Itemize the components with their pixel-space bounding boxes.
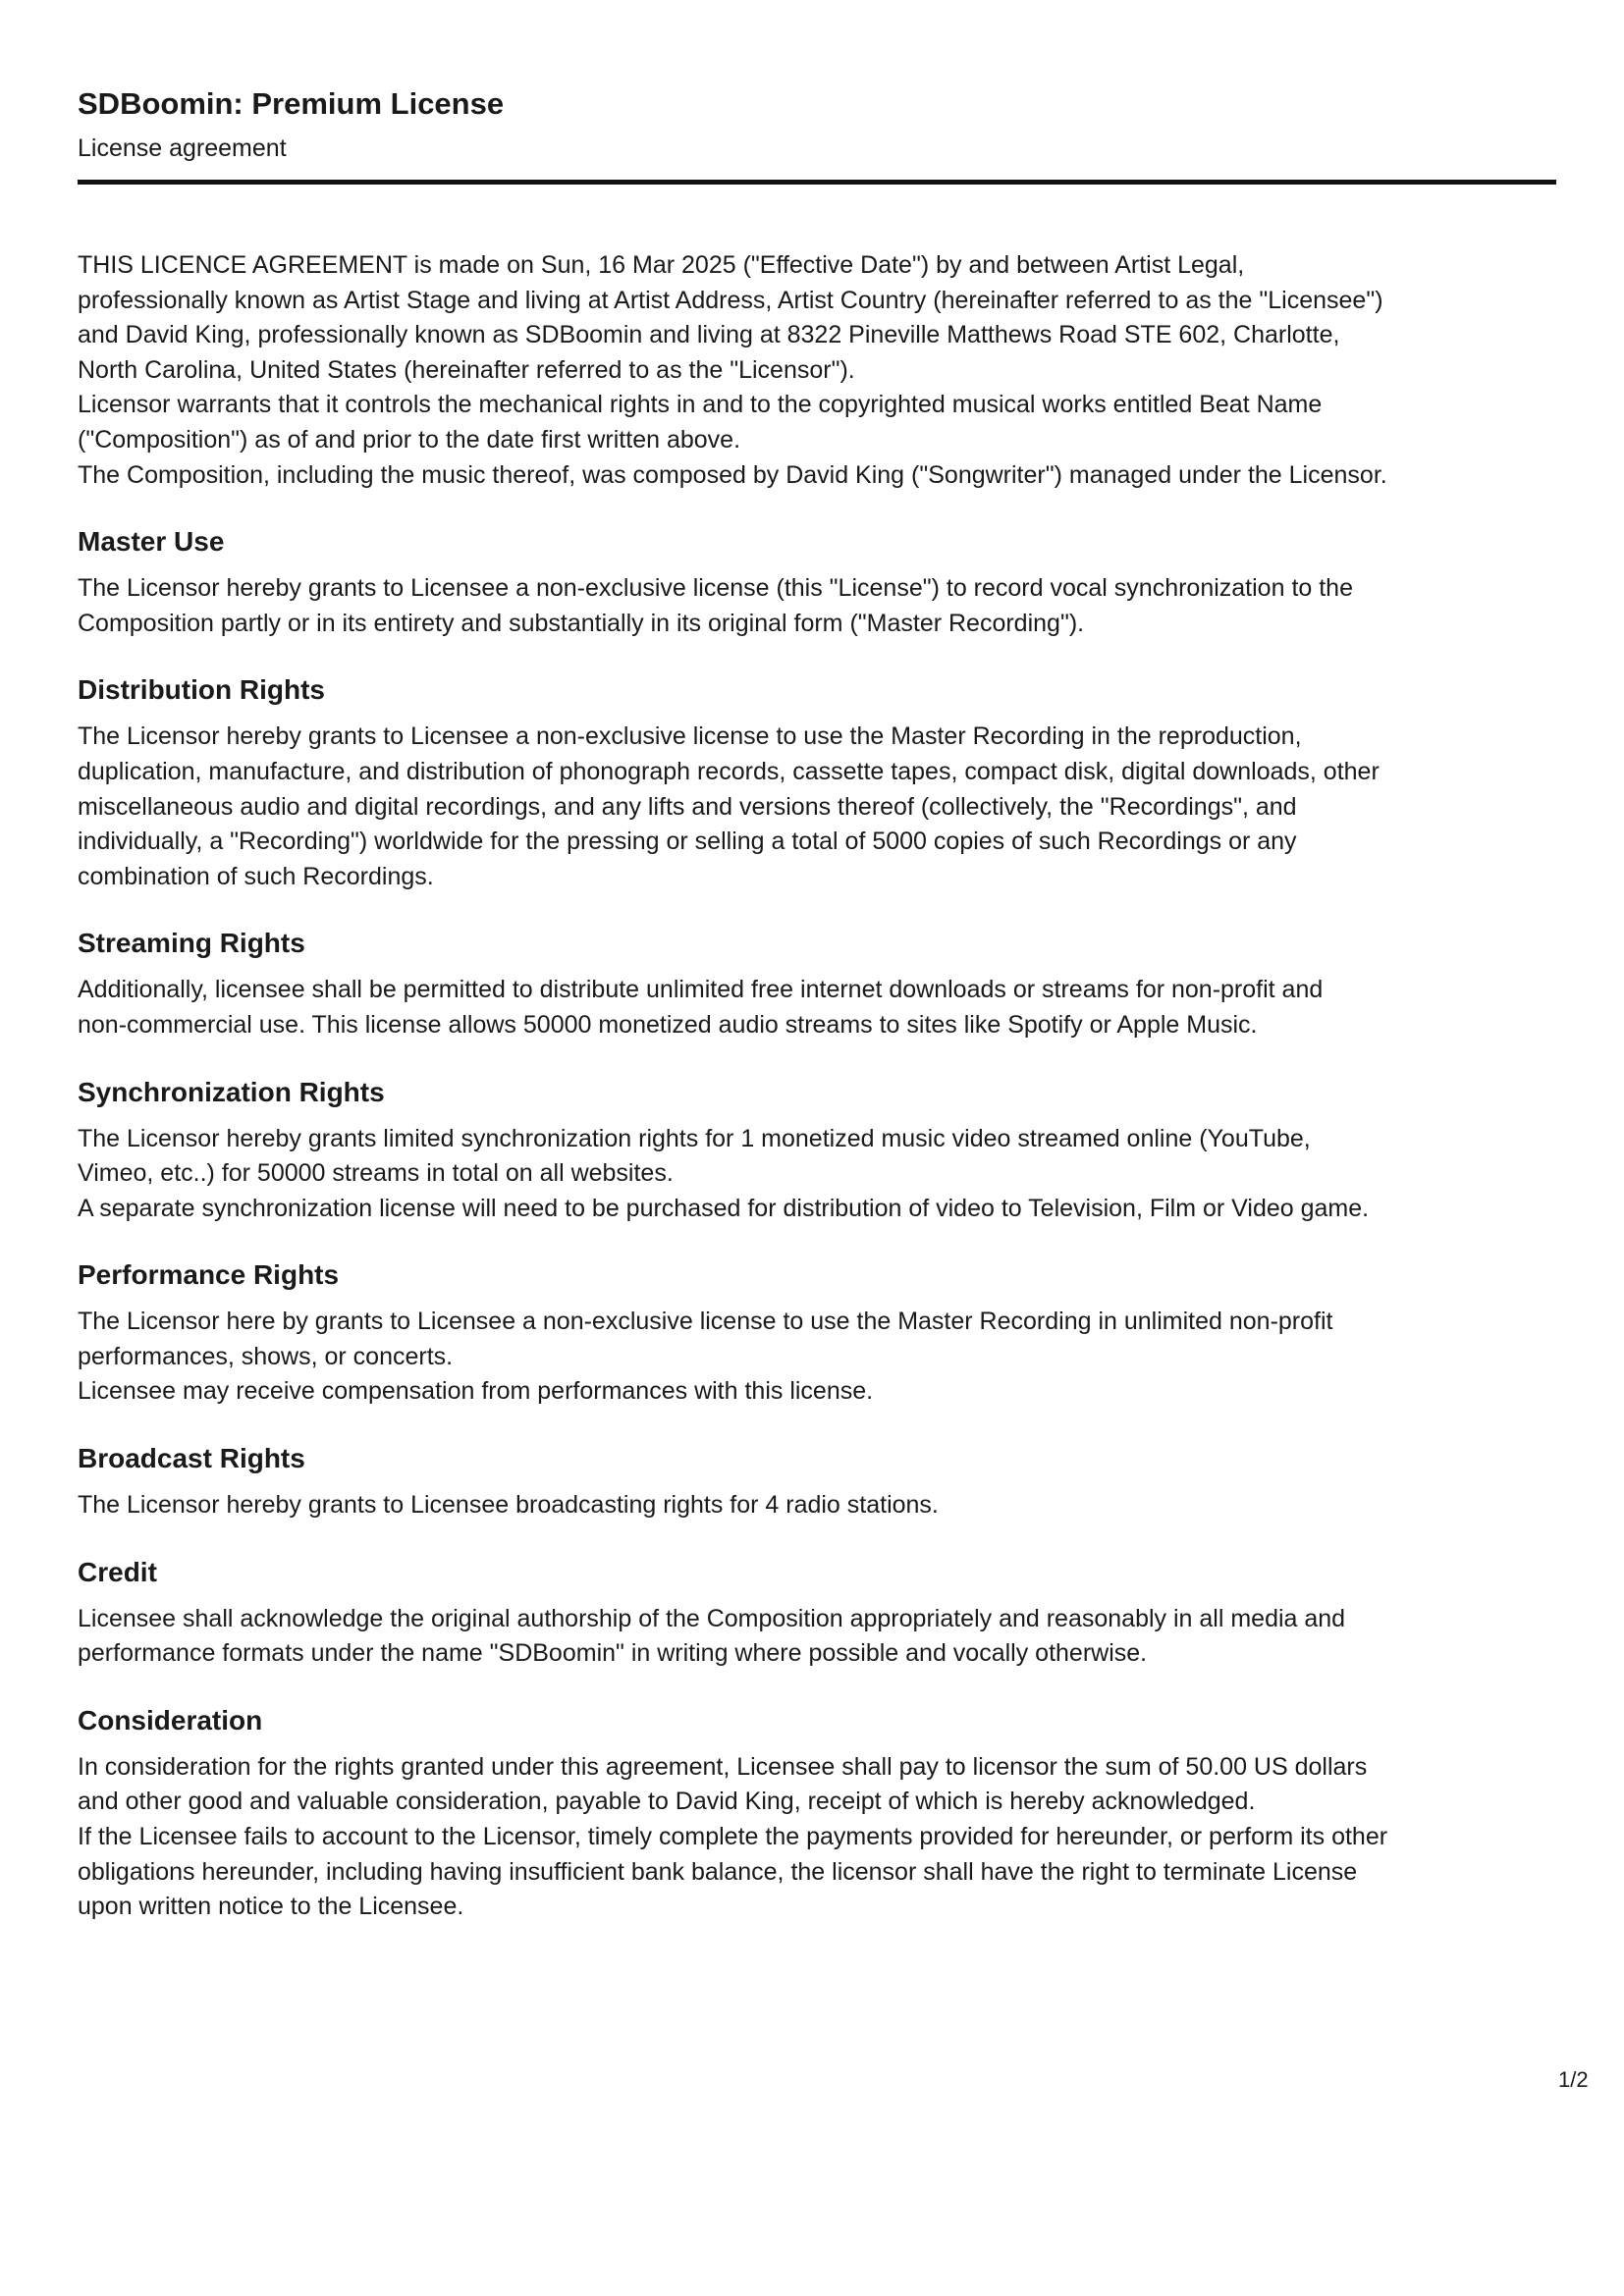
section-line: If the Licensee fails to account to the Licensor, timely complete the payments provided for hereunder, or perform its other (78, 1823, 1388, 1851)
intro-line: ("Composition") as of and prior to the date first written above. (78, 425, 741, 454)
section-distribution-rights (78, 670, 1556, 894)
section-synchronization-rights (78, 1073, 1556, 1227)
section-heading: Synchronization Rights (78, 1076, 385, 1107)
section-line: The Licensor hereby grants limited synchronization rights for 1 monetized music video streamed online (YouTube, (78, 1124, 1311, 1152)
section-broadcast-rights (78, 1439, 1556, 1523)
intro-line: Licensor warrants that it controls the mechanical rights in and to the copyrighted musical works entitled Beat Name (78, 391, 1323, 419)
intro-paragraph (78, 248, 1556, 493)
section-heading: Streaming Rights (78, 928, 305, 959)
section-performance-rights (78, 1255, 1556, 1410)
section-line: Composition partly or in its entirety and substantially in its original form ("Master Recording"). (78, 609, 1085, 637)
section-heading: Master Use (78, 526, 225, 558)
section-line: In consideration for the rights granted under this agreement, Licensee shall pay to licensor the sum of 50.00 US dollars (78, 1752, 1368, 1781)
section-line: Licensee shall acknowledge the original authorship of the Composition appropriately and reasonably in all media and (78, 1604, 1346, 1632)
section-heading: Credit (78, 1556, 157, 1587)
section-line: Licensee may receive compensation from performances with this license. (78, 1377, 874, 1406)
intro-line: The Composition, including the music thereof, was composed by David King ("Songwriter") managed under the Licensor. (78, 460, 1387, 489)
section-line: The Licensor hereby grants to Licensee a non-exclusive license (this "License") to record vocal synchronization to the (78, 574, 1353, 603)
section-heading: Performance Rights (78, 1259, 340, 1291)
section-heading: Broadcast Rights (78, 1443, 305, 1474)
document-subtitle: License agreement (78, 134, 287, 162)
document-title: SDBoomin: Premium License (78, 86, 505, 121)
section-line: performance formats under the name "SDBoomin" in writing where possible and vocally otherwise. (78, 1639, 1148, 1668)
section-line: Additionally, licensee shall be permitted to distribute unlimited free internet downloads or streams for non-profit and (78, 976, 1324, 1004)
section-master-use (78, 522, 1556, 641)
header-divider (78, 180, 1556, 185)
document-body (78, 248, 1556, 1925)
intro-line: professionally known as Artist Stage and living at Artist Address, Artist Country (hereinafter referred to as the "Licensee") (78, 286, 1383, 314)
section-line: duplication, manufacture, and distribution of phonograph records, cassette tapes, compact disk, digital downloads, other (78, 757, 1380, 785)
section-line: miscellaneous audio and digital recordings, and any lifts and versions thereof (collectively, the "Recordings", and (78, 792, 1297, 821)
section-line: A separate synchronization license will need to be purchased for distribution of video to Television, Film or Video game. (78, 1194, 1370, 1222)
page-number: 1/2 (1558, 2067, 1589, 2092)
section-line: obligations hereunder, including having insufficient bank balance, the licensor shall have the right to terminate License (78, 1857, 1358, 1886)
section-consideration (78, 1701, 1556, 1925)
intro-line: THIS LICENCE AGREEMENT is made on Sun, 16 Mar 2025 ("Effective Date") by and between Artist Legal, (78, 251, 1245, 279)
section-line: Vimeo, etc..) for 50000 streams in total on all websites. (78, 1159, 674, 1188)
section-line: The Licensor hereby grants to Licensee broadcasting rights for 4 radio stations. (78, 1491, 939, 1520)
section-line: The Licensor hereby grants to Licensee a non-exclusive license to use the Master Recording in the reproduction, (78, 722, 1302, 751)
section-line: upon written notice to the Licensee. (78, 1893, 464, 1921)
section-credit (78, 1553, 1556, 1672)
section-line: and other good and valuable consideration, payable to David King, receipt of which is hereby acknowledged. (78, 1788, 1256, 1816)
section-line: performances, shows, or concerts. (78, 1342, 454, 1370)
intro-line: North Carolina, United States (hereinafter referred to as the "Licensor"). (78, 355, 855, 384)
section-line: The Licensor here by grants to Licensee a non-exclusive license to use the Master Recording in unlimited non-profit (78, 1308, 1333, 1336)
section-line: individually, a "Recording") worldwide for the pressing or selling a total of 5000 copies of such Recordings or any (78, 828, 1297, 856)
section-heading: Consideration (78, 1704, 263, 1735)
section-streaming-rights (78, 924, 1556, 1042)
section-line: non-commercial use. This license allows 50000 monetized audio streams to sites like Spotify or Apple Music. (78, 1010, 1258, 1039)
intro-line: and David King, professionally known as SDBoomin and living at 8322 Pineville Matthews Road STE 602, Charlotte, (78, 321, 1340, 349)
section-heading: Distribution Rights (78, 674, 325, 706)
section-line: combination of such Recordings. (78, 862, 434, 890)
